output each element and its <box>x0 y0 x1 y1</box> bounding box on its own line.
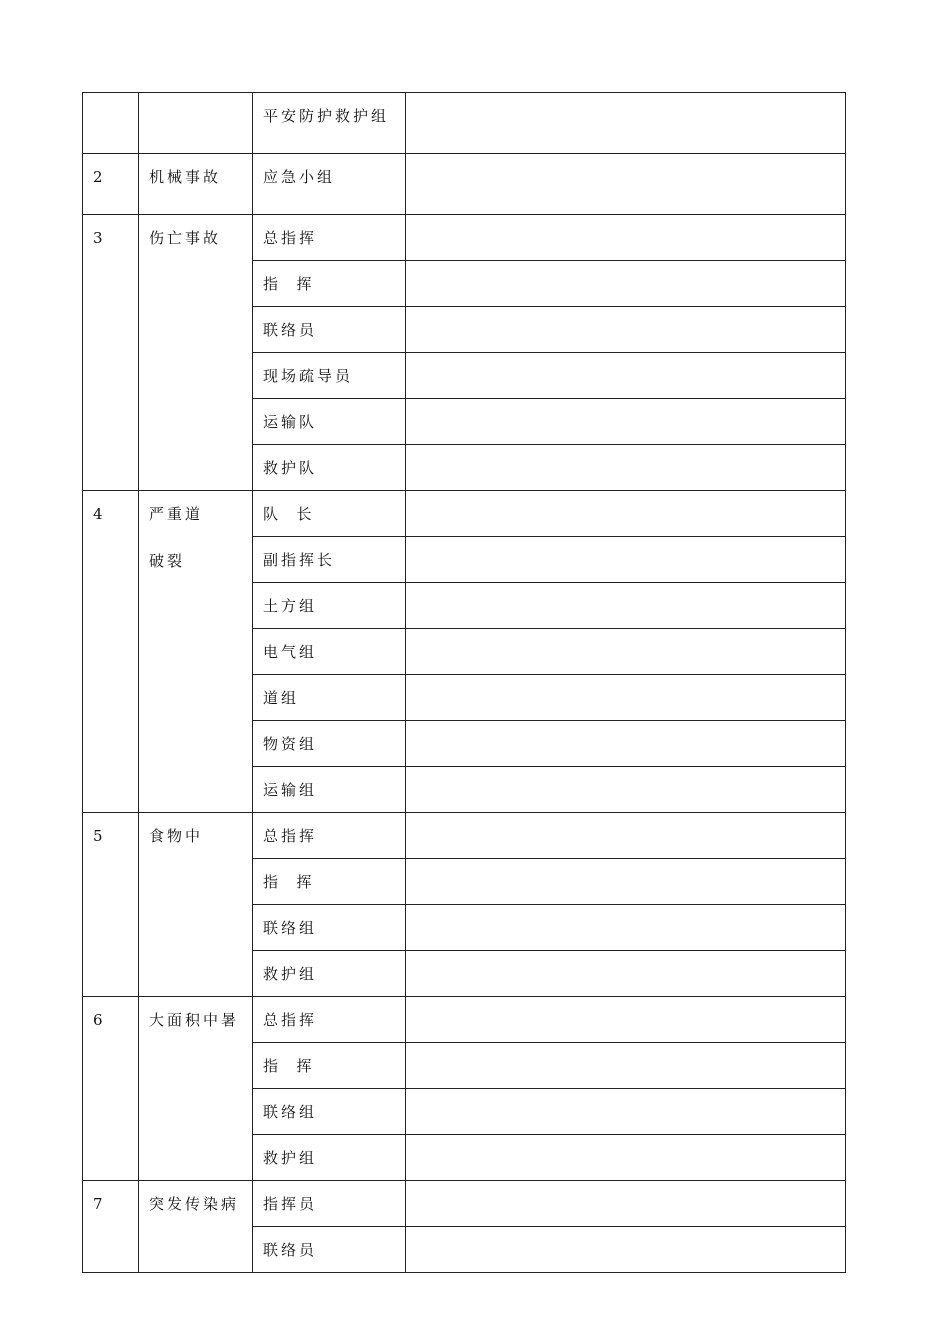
role-cell: 道组 <box>253 675 406 721</box>
table-row <box>83 154 846 215</box>
event-type-cell <box>139 1181 253 1273</box>
event-type-cell <box>139 154 253 215</box>
event-type-line: 食物中 <box>149 827 204 845</box>
row-number-cell: 4 <box>83 491 139 813</box>
assignee-cell <box>406 537 846 583</box>
assignee-cell <box>406 721 846 767</box>
role-cell: 现场疏导员 <box>253 353 406 399</box>
assignee-cell <box>406 1181 846 1227</box>
event-type-cell <box>139 93 253 154</box>
assignee-cell <box>406 154 846 215</box>
table-row <box>83 93 846 154</box>
assignee-cell <box>406 951 846 997</box>
table-row <box>83 491 846 537</box>
assignee-cell <box>406 997 846 1043</box>
assignee-cell <box>406 583 846 629</box>
role-cell: 联络员 <box>253 307 406 353</box>
table-body <box>83 93 846 1273</box>
role-cell: 指 挥 <box>253 1043 406 1089</box>
assignee-cell <box>406 1089 846 1135</box>
assignee-cell <box>406 1135 846 1181</box>
assignee-cell <box>406 767 846 813</box>
role-cell: 救护队 <box>253 445 406 491</box>
assignee-cell <box>406 399 846 445</box>
event-type-cell <box>139 997 253 1181</box>
role-cell: 联络员 <box>253 1227 406 1273</box>
role-cell: 指 挥 <box>253 261 406 307</box>
role-cell: 指 挥 <box>253 859 406 905</box>
emergency-organization-table <box>82 92 846 1273</box>
role-cell: 救护组 <box>253 951 406 997</box>
role-cell: 物资组 <box>253 721 406 767</box>
role-cell: 总指挥 <box>253 813 406 859</box>
row-number-cell <box>83 93 139 154</box>
assignee-cell <box>406 353 846 399</box>
role-cell: 总指挥 <box>253 997 406 1043</box>
role-cell: 联络组 <box>253 1089 406 1135</box>
role-cell: 总指挥 <box>253 215 406 261</box>
event-type-line: 伤亡事故 <box>149 229 222 247</box>
row-number-cell: 5 <box>83 813 139 997</box>
role-cell: 指挥员 <box>253 1181 406 1227</box>
assignee-cell <box>406 629 846 675</box>
role-cell: 运输组 <box>253 767 406 813</box>
role-cell: 应急小组 <box>253 154 406 215</box>
assignee-cell <box>406 1227 846 1273</box>
role-cell: 土方组 <box>253 583 406 629</box>
event-type-cell <box>139 491 253 813</box>
assignee-cell <box>406 813 846 859</box>
table-row <box>83 997 846 1043</box>
event-type-line: 破裂 <box>149 552 186 570</box>
assignee-cell <box>406 491 846 537</box>
role-cell: 队 长 <box>253 491 406 537</box>
row-number-cell: 6 <box>83 997 139 1181</box>
event-type-line: 严重道 <box>149 505 204 523</box>
event-type-line: 突发传染病 <box>149 1195 240 1213</box>
role-cell: 电气组 <box>253 629 406 675</box>
table-row <box>83 215 846 261</box>
row-number-cell: 3 <box>83 215 139 491</box>
role-cell: 平安防护救护组 <box>253 93 406 154</box>
assignee-cell <box>406 215 846 261</box>
event-type-line <box>149 106 252 153</box>
role-cell: 副指挥长 <box>253 537 406 583</box>
role-cell: 救护组 <box>253 1135 406 1181</box>
event-type-line: 大面积中暑 <box>149 1011 240 1029</box>
assignee-cell <box>406 675 846 721</box>
event-type-line: 机械事故 <box>149 168 222 186</box>
row-number-cell: 7 <box>83 1181 139 1273</box>
role-cell: 联络组 <box>253 905 406 951</box>
table-row <box>83 813 846 859</box>
assignee-cell <box>406 1043 846 1089</box>
event-type-cell <box>139 215 253 491</box>
event-type-cell <box>139 813 253 997</box>
role-cell: 运输队 <box>253 399 406 445</box>
assignee-cell <box>406 445 846 491</box>
assignee-cell <box>406 261 846 307</box>
assignee-cell <box>406 905 846 951</box>
table-row <box>83 1181 846 1227</box>
assignee-cell <box>406 307 846 353</box>
assignee-cell <box>406 859 846 905</box>
row-number-cell: 2 <box>83 154 139 215</box>
assignee-cell <box>406 93 846 154</box>
